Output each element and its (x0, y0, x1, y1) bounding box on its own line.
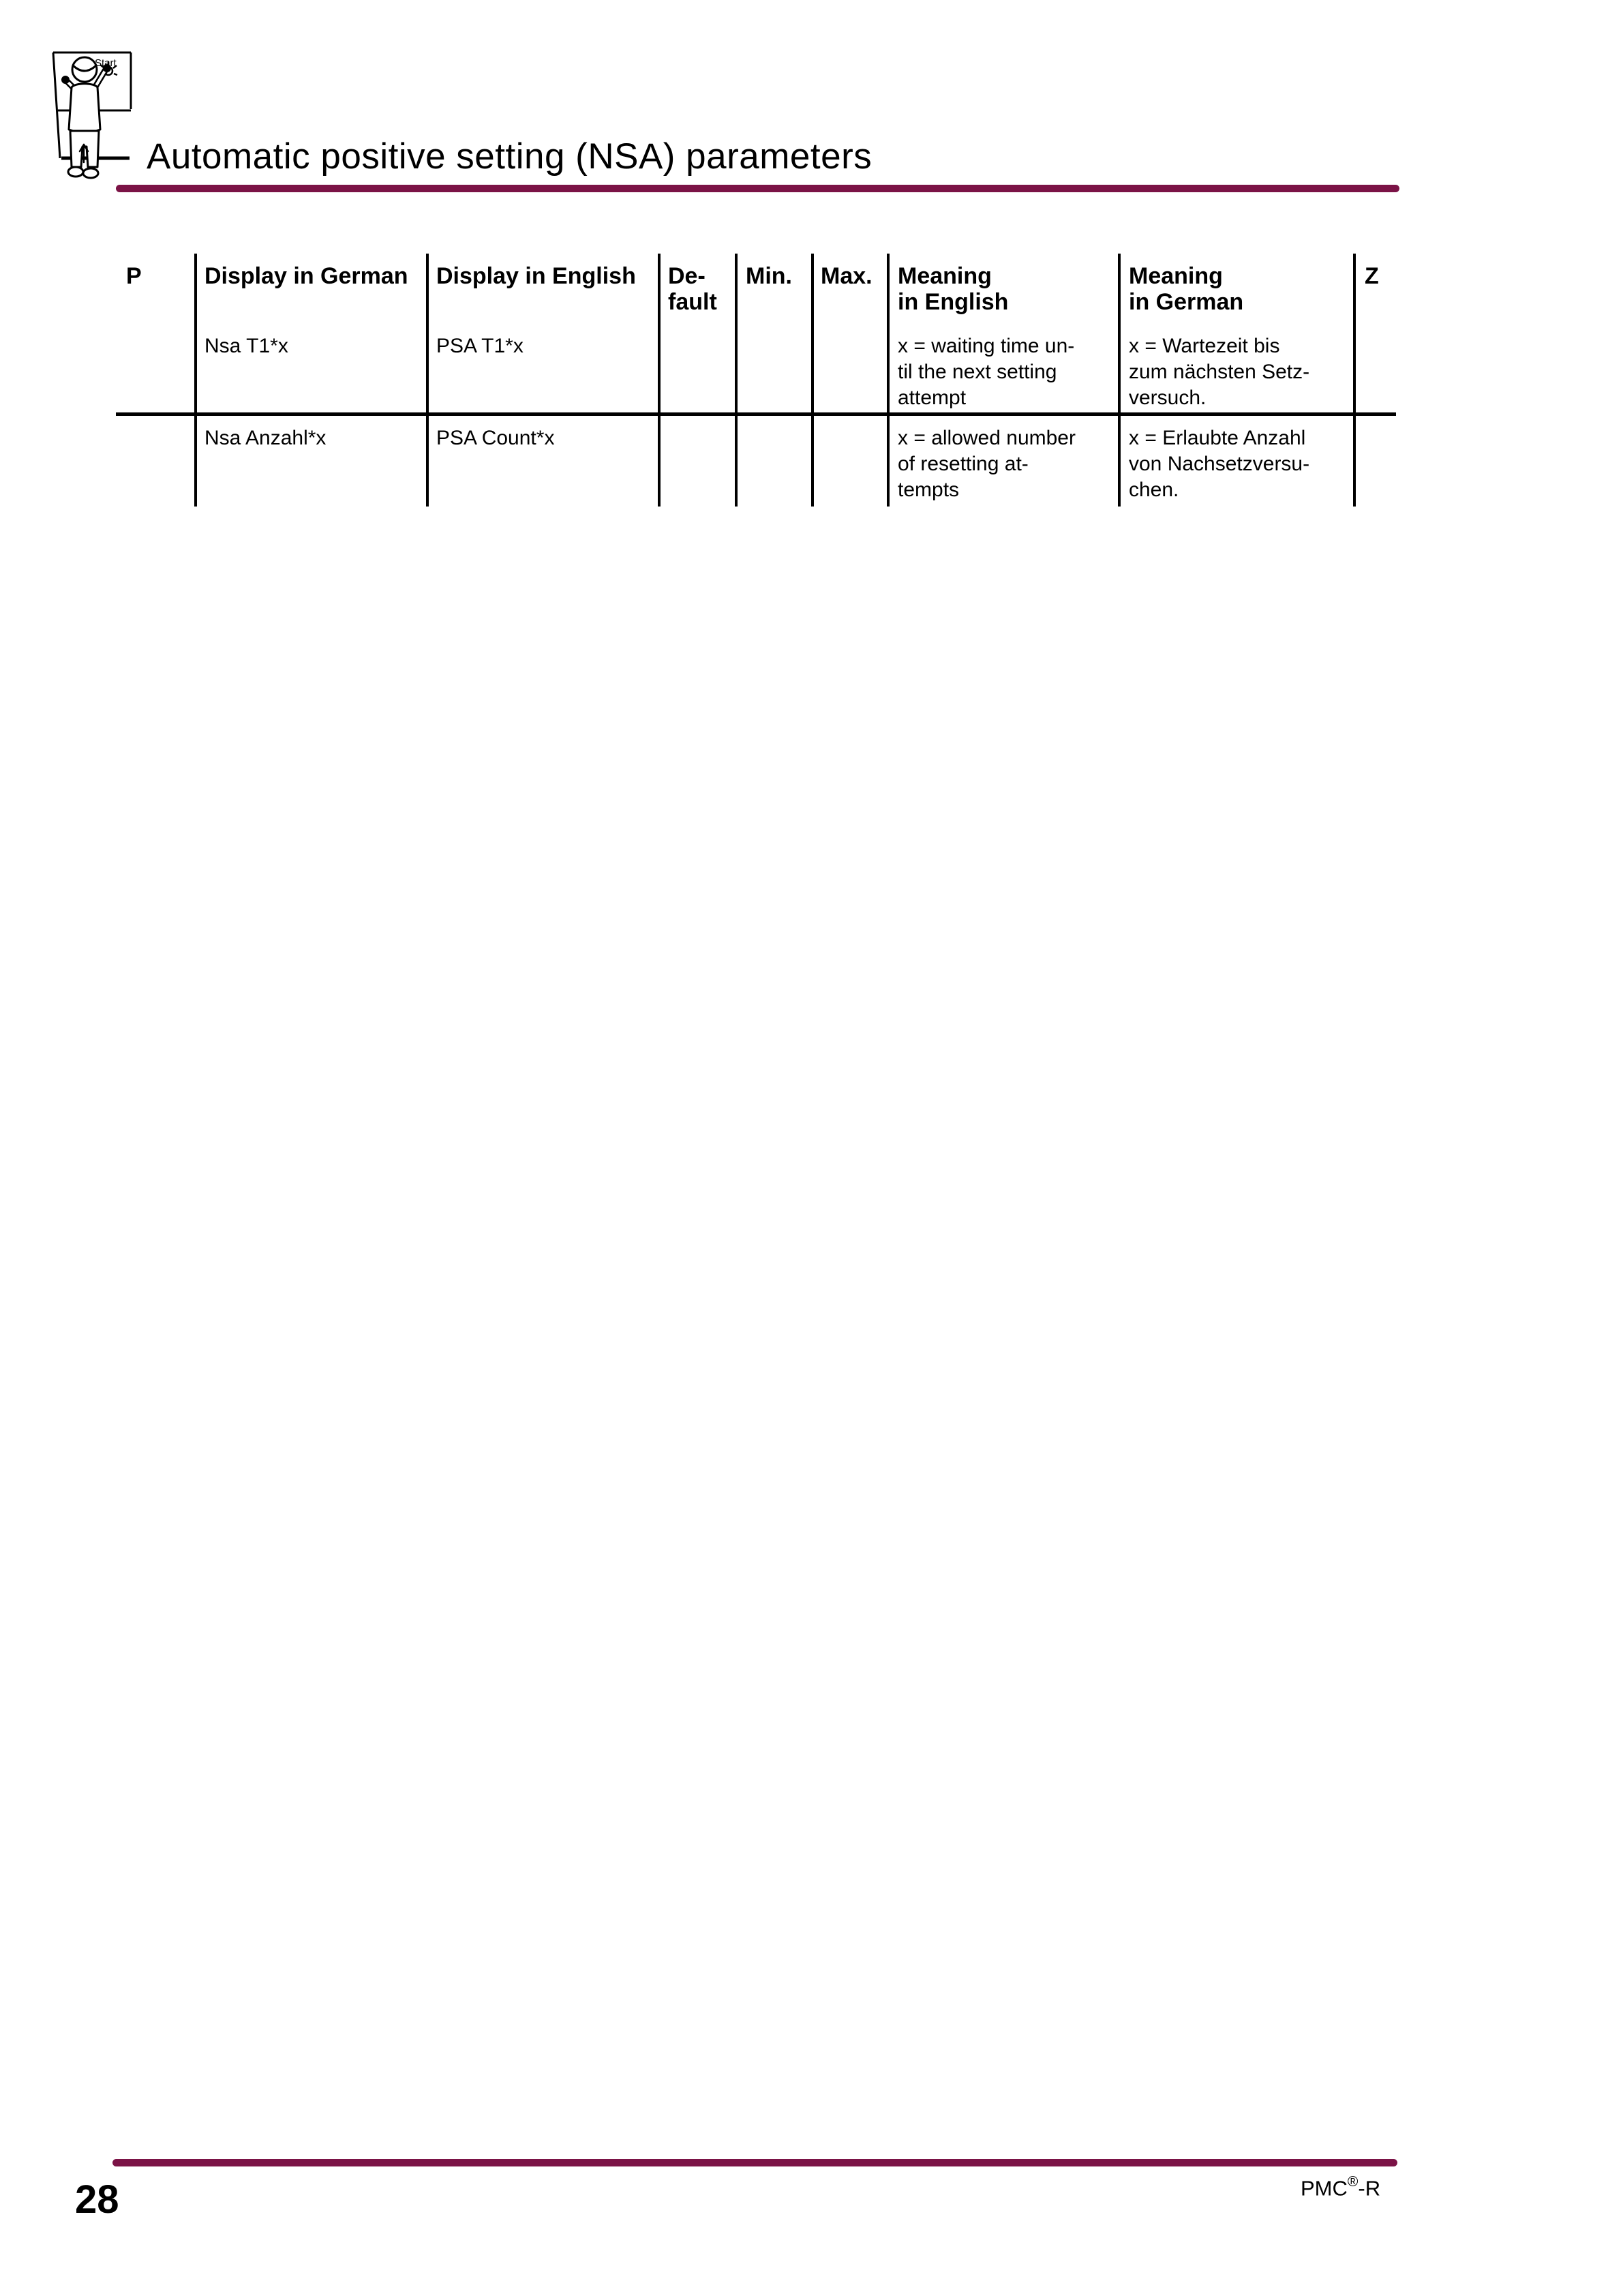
table-vertical-line (426, 254, 429, 507)
row2-meaning-de-line1: x = Erlaubte Anzahl (1129, 427, 1306, 449)
product-name: PMC (1301, 2176, 1348, 2201)
table-vertical-line (887, 254, 890, 507)
product-suffix: -R (1358, 2176, 1381, 2201)
page-title: Automatic positive setting (NSA) parameters (147, 136, 873, 177)
row1-meaning-de-line3: versuch. (1129, 387, 1207, 409)
row2-meaning-english (898, 425, 1076, 503)
page-number: 28 (75, 2177, 119, 2222)
row1-meaning-en-line2: til the next setting (898, 361, 1057, 383)
header-meaning-en-line2: in English (898, 289, 1009, 315)
header-meaning-de-line1: Meaning (1129, 263, 1223, 289)
row2-meaning-de-line3: chen. (1129, 479, 1179, 501)
row2-meaning-german (1129, 425, 1309, 503)
row1-meaning-english (898, 333, 1074, 411)
table-row-divider (116, 412, 1396, 416)
header-display-in-german: Display in German (204, 263, 408, 289)
header-meaning-in-english (898, 263, 1008, 315)
footer-product-label (1301, 2176, 1380, 2199)
table-vertical-line (1118, 254, 1121, 507)
row1-meaning-de-line2: zum nächsten Setz- (1129, 361, 1310, 383)
row2-meaning-en-line2: of resetting at- (898, 453, 1029, 475)
row2-meaning-de-line2: von Nachsetzversu- (1129, 453, 1310, 475)
row1-meaning-german (1129, 333, 1309, 411)
header-default (668, 263, 717, 315)
row1-meaning-en-line3: attempt (898, 387, 967, 409)
row1-meaning-de-line1: x = Wartezeit bis (1129, 335, 1280, 357)
header-meaning-de-line2: in German (1129, 289, 1244, 315)
row2-meaning-en-line3: tempts (898, 479, 960, 501)
row2-display-english: PSA Count*x (436, 427, 555, 449)
row2-display-german: Nsa Anzahl*x (204, 427, 327, 449)
header-default-line1: De- (668, 263, 706, 289)
title-rule (116, 185, 1399, 192)
header-min: Min. (746, 263, 792, 289)
header-meaning-in-german (1129, 263, 1243, 315)
footer-rule (112, 2159, 1397, 2166)
registered-trademark-icon: ® (1347, 2174, 1359, 2190)
header-p: P (126, 263, 142, 289)
header-display-in-english: Display in English (436, 263, 636, 289)
row1-meaning-en-line1: x = waiting time un- (898, 335, 1075, 357)
header-default-line2: fault (668, 289, 717, 315)
table-vertical-line (811, 254, 814, 507)
row1-display-english: PSA T1*x (436, 335, 524, 357)
row2-meaning-en-line1: x = allowed number (898, 427, 1076, 449)
header-z: Z (1365, 263, 1379, 289)
start-label: Start (95, 57, 117, 69)
table-vertical-line (194, 254, 197, 507)
table-vertical-line (735, 254, 738, 507)
table-vertical-line (658, 254, 661, 507)
header-max: Max. (821, 263, 873, 289)
header-meaning-en-line1: Meaning (898, 263, 992, 289)
row1-display-german: Nsa T1*x (204, 335, 288, 357)
table-vertical-line (1353, 254, 1356, 507)
